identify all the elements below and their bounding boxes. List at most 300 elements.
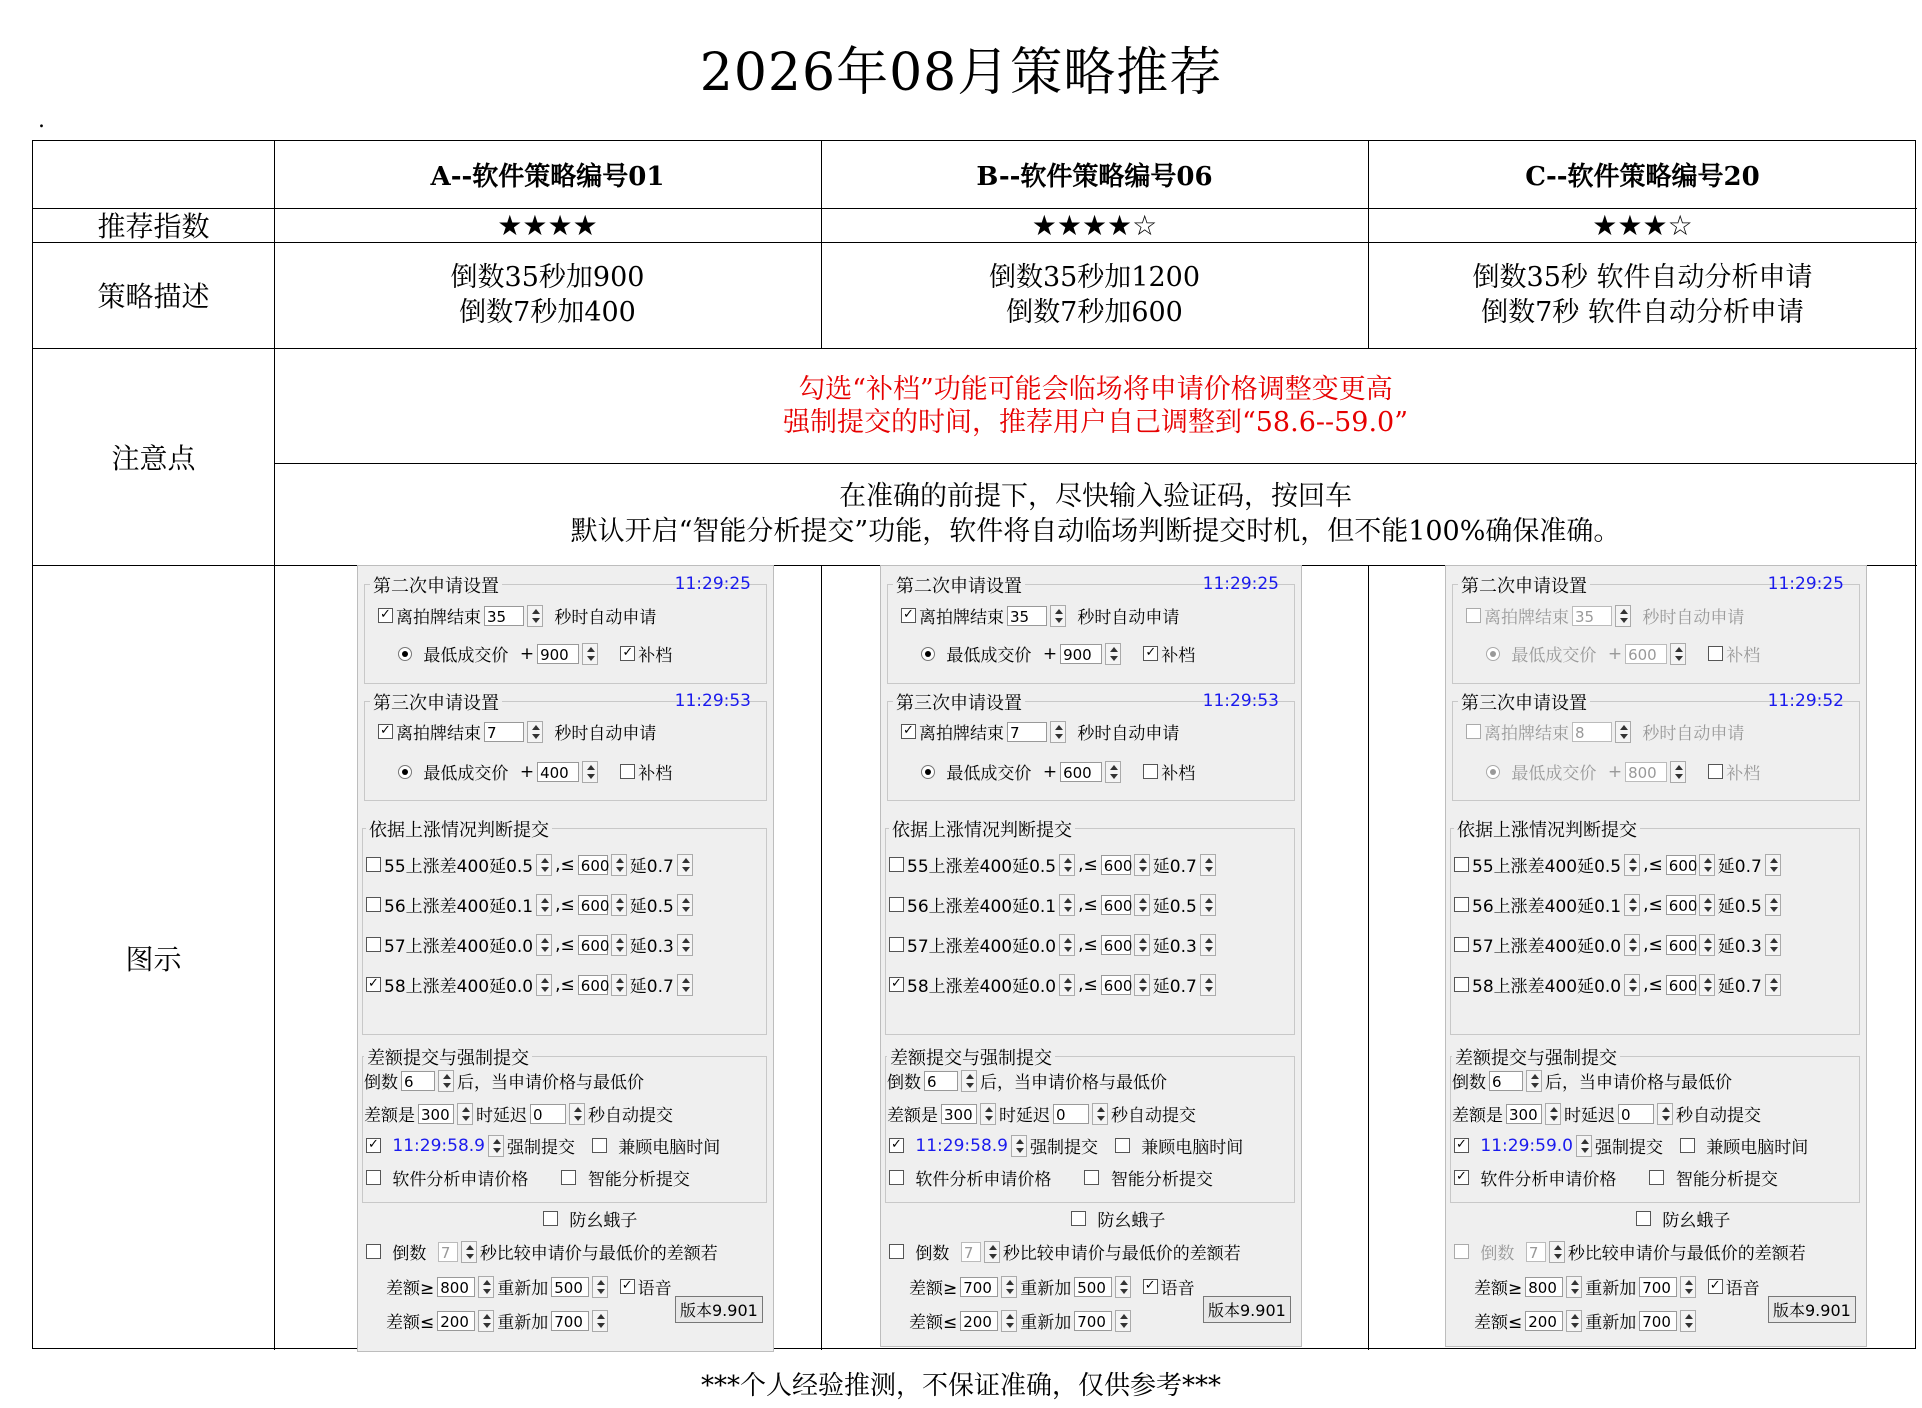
desc-a-line2: 倒数7秒加400 bbox=[459, 297, 636, 328]
diff-le-input[interactable]: 200 bbox=[960, 1311, 998, 1331]
diff-le-label: 差额≤ bbox=[386, 1313, 435, 1333]
rise-rule-checkbox[interactable] bbox=[889, 897, 904, 912]
spinner-arrows-icon[interactable] bbox=[1566, 1310, 1582, 1332]
rise-rule-checkbox[interactable] bbox=[366, 857, 381, 872]
spinner-arrows-icon[interactable] bbox=[1001, 1276, 1017, 1298]
second-buchang-checkbox[interactable] bbox=[1143, 646, 1158, 661]
third-price-input[interactable]: 600 bbox=[1060, 762, 1102, 782]
pc-time-label: 兼顾电脑时间 bbox=[1706, 1138, 1809, 1158]
diff-ge-label: 差额≥ bbox=[909, 1279, 958, 1299]
group-rise-title: 依据上涨情况判断提交 bbox=[1454, 816, 1640, 842]
rise-rule-row bbox=[1454, 892, 1781, 917]
spinner-arrows-icon[interactable] bbox=[1134, 854, 1150, 876]
spinner-arrows-icon[interactable] bbox=[1624, 894, 1640, 916]
third-end-checkbox[interactable] bbox=[901, 724, 916, 739]
spinner-arrows-icon[interactable] bbox=[1615, 721, 1631, 743]
rise-rule-row bbox=[889, 852, 1216, 877]
rise-rule-checkbox[interactable] bbox=[889, 977, 904, 992]
diff-ge-input[interactable]: 800 bbox=[1525, 1277, 1563, 1297]
software-panel-b bbox=[880, 565, 1302, 1347]
leq-symbol: ,≤ bbox=[555, 894, 575, 915]
spinner-arrows-icon[interactable] bbox=[1011, 1135, 1027, 1157]
rise-rule-label: 56上涨差400延0.1 bbox=[907, 897, 1057, 917]
rise-rule-row bbox=[366, 932, 693, 957]
end-label: 离拍牌结束 bbox=[1484, 608, 1569, 628]
pc-time-checkbox[interactable] bbox=[1680, 1138, 1695, 1153]
diff-ge-input[interactable]: 700 bbox=[960, 1277, 998, 1297]
anti-checkbox[interactable] bbox=[1636, 1211, 1651, 1226]
force-submit-checkbox[interactable] bbox=[366, 1138, 381, 1153]
rise-rule-row bbox=[889, 932, 1216, 957]
soft-price-label: 软件分析申请价格 bbox=[392, 1170, 529, 1190]
third-buchang-checkbox[interactable] bbox=[1708, 764, 1723, 779]
rise-rule-label: 55上涨差400延0.5 bbox=[1472, 857, 1622, 877]
third-buchang-checkbox[interactable] bbox=[620, 764, 635, 779]
end-label: 离拍牌结束 bbox=[919, 724, 1004, 744]
rise-rule-checkbox[interactable] bbox=[366, 897, 381, 912]
spinner-arrows-icon[interactable] bbox=[1699, 854, 1715, 876]
auto-submit-label: 秒自动提交 bbox=[1676, 1106, 1761, 1126]
auto-submit-label: 秒自动提交 bbox=[1111, 1106, 1196, 1126]
spinner-arrows-icon[interactable] bbox=[1545, 1103, 1561, 1125]
pc-time-checkbox[interactable] bbox=[592, 1138, 607, 1153]
rise-rule-checkbox[interactable] bbox=[889, 857, 904, 872]
diff-ge-add-input[interactable]: 500 bbox=[551, 1277, 589, 1297]
force-submit-checkbox[interactable] bbox=[1454, 1138, 1469, 1153]
diff-ge-input[interactable]: 800 bbox=[437, 1277, 475, 1297]
leq-symbol: ,≤ bbox=[1078, 894, 1098, 915]
countdown-label: 倒数 bbox=[392, 1244, 427, 1264]
diff-label: 差额是 bbox=[364, 1106, 415, 1126]
rise-rule-row bbox=[889, 972, 1216, 997]
force-submit-label: 强制提交 bbox=[506, 1138, 575, 1158]
rise-rule-checkbox[interactable] bbox=[366, 937, 381, 952]
buchang-label: 补档 bbox=[1726, 646, 1761, 666]
row-label-figure: 图示 bbox=[125, 942, 182, 976]
min-price-radio[interactable] bbox=[1486, 765, 1500, 779]
min-price-radio[interactable] bbox=[921, 647, 935, 661]
group-diff-force-title: 差额提交与强制提交 bbox=[1452, 1044, 1620, 1070]
spinner-arrows-icon[interactable] bbox=[527, 605, 543, 627]
spinner-arrows-icon[interactable] bbox=[611, 894, 627, 916]
compare-seconds-input[interactable]: 7 bbox=[438, 1242, 458, 1262]
software-panel-c bbox=[1445, 565, 1867, 1347]
countdown-label: 倒数 bbox=[915, 1244, 950, 1264]
spinner-arrows-icon[interactable] bbox=[1001, 1310, 1017, 1332]
smart-submit-label: 智能分析提交 bbox=[587, 1170, 690, 1190]
spinner-arrows-icon[interactable] bbox=[438, 1070, 454, 1092]
notes-warning bbox=[274, 348, 1917, 463]
spinner-arrows-icon[interactable] bbox=[1526, 1070, 1542, 1092]
second-end-checkbox[interactable] bbox=[378, 608, 393, 623]
diff-ge-add-input[interactable]: 500 bbox=[1074, 1277, 1112, 1297]
rise-rule-checkbox[interactable] bbox=[889, 937, 904, 952]
group-second-title: 第二次申请设置 bbox=[893, 572, 1025, 598]
spinner-arrows-icon[interactable] bbox=[1765, 854, 1781, 876]
spinner-arrows-icon[interactable] bbox=[536, 974, 552, 996]
spinner-arrows-icon[interactable] bbox=[1699, 974, 1715, 996]
third-buchang-checkbox[interactable] bbox=[1143, 764, 1158, 779]
spinner-arrows-icon[interactable] bbox=[677, 934, 693, 956]
second-price-input[interactable]: 900 bbox=[1060, 644, 1102, 664]
spinner-arrows-icon[interactable] bbox=[1566, 1276, 1582, 1298]
min-price-radio[interactable] bbox=[398, 765, 412, 779]
buchang-label: 补档 bbox=[1161, 646, 1196, 666]
second-buchang-checkbox[interactable] bbox=[1708, 646, 1723, 661]
pc-time-checkbox[interactable] bbox=[1115, 1138, 1130, 1153]
rise-rule-value[interactable]: 600 bbox=[1101, 855, 1131, 875]
rise-rule-delay: 延0.7 bbox=[629, 977, 674, 997]
group-rise-title: 依据上涨情况判断提交 bbox=[889, 816, 1075, 842]
spinner-arrows-icon[interactable] bbox=[677, 894, 693, 916]
compare-checkbox[interactable] bbox=[1454, 1244, 1469, 1259]
rise-rule-value[interactable]: 600 bbox=[578, 975, 608, 995]
second-seconds-input[interactable]: 35 bbox=[1007, 606, 1047, 626]
spinner-arrows-icon[interactable] bbox=[1200, 974, 1216, 996]
rise-rule-value[interactable]: 600 bbox=[1101, 975, 1131, 995]
rise-rule-delay: 延0.5 bbox=[629, 897, 674, 917]
row-label-recommend: 推荐指数 bbox=[97, 210, 210, 243]
spinner-arrows-icon[interactable] bbox=[1115, 1276, 1131, 1298]
spinner-arrows-icon[interactable] bbox=[488, 1135, 504, 1157]
third-price-input[interactable]: 800 bbox=[1625, 762, 1667, 782]
delay-input[interactable]: 0 bbox=[1618, 1104, 1654, 1124]
rise-rule-label: 58上涨差400延0.0 bbox=[907, 977, 1057, 997]
rise-rule-row bbox=[366, 972, 693, 997]
voice-label: 语音 bbox=[1160, 1279, 1195, 1299]
spinner-arrows-icon[interactable] bbox=[1059, 934, 1075, 956]
soft-price-checkbox[interactable] bbox=[366, 1170, 381, 1185]
min-price-label: 最低成交价 bbox=[946, 646, 1032, 666]
spinner-arrows-icon[interactable] bbox=[1059, 974, 1075, 996]
force-submit-label: 强制提交 bbox=[1029, 1138, 1098, 1158]
spinner-arrows-icon[interactable] bbox=[1670, 761, 1686, 783]
second-apply-time: 11:29:25 bbox=[674, 574, 751, 594]
leq-symbol: ,≤ bbox=[1078, 934, 1098, 955]
third-apply-time: 11:29:52 bbox=[1767, 691, 1844, 711]
group-third-title: 第三次申请设置 bbox=[1458, 689, 1590, 715]
desc-c-line2: 倒数7秒 软件自动分析申请 bbox=[1481, 297, 1804, 328]
rise-rule-checkbox[interactable] bbox=[1454, 977, 1469, 992]
anti-checkbox[interactable] bbox=[543, 1211, 558, 1226]
spinner-arrows-icon[interactable] bbox=[527, 721, 543, 743]
after-label: 后，当申请价格与最低价 bbox=[980, 1073, 1167, 1093]
second-price-input[interactable]: 900 bbox=[537, 644, 579, 664]
spinner-arrows-icon[interactable] bbox=[1624, 974, 1640, 996]
second-end-checkbox[interactable] bbox=[1466, 608, 1481, 623]
min-price-radio[interactable] bbox=[398, 647, 412, 661]
rise-rule-checkbox[interactable] bbox=[1454, 897, 1469, 912]
rise-rule-row bbox=[889, 892, 1216, 917]
rise-rule-delay: 延0.5 bbox=[1152, 897, 1197, 917]
smart-submit-checkbox[interactable] bbox=[561, 1170, 576, 1185]
plus-sign: + bbox=[1042, 643, 1058, 664]
compare-checkbox[interactable] bbox=[366, 1244, 381, 1259]
spinner-arrows-icon[interactable] bbox=[1680, 1310, 1696, 1332]
spinner-arrows-icon[interactable] bbox=[1134, 974, 1150, 996]
second-end-checkbox[interactable] bbox=[901, 608, 916, 623]
diff-label: 差额是 bbox=[1452, 1106, 1503, 1126]
min-price-label: 最低成交价 bbox=[1511, 646, 1597, 666]
auto-apply-label: 秒时自动申请 bbox=[1642, 724, 1745, 744]
rise-rule-value[interactable]: 600 bbox=[1666, 895, 1696, 915]
notes-warning-line2: 强制提交的时间，推荐用户自己调整到“58.6--59.0” bbox=[782, 406, 1409, 438]
group-second-title: 第二次申请设置 bbox=[370, 572, 502, 598]
after-label: 后，当申请价格与最低价 bbox=[457, 1073, 644, 1093]
diff-le-label: 差额≤ bbox=[909, 1313, 958, 1333]
auto-apply-label: 秒时自动申请 bbox=[1077, 724, 1180, 744]
desc-b-line1: 倒数35秒加1200 bbox=[988, 262, 1201, 293]
rise-rule-value[interactable]: 600 bbox=[578, 935, 608, 955]
auto-apply-label: 秒时自动申请 bbox=[1077, 608, 1180, 628]
spinner-arrows-icon[interactable] bbox=[1670, 643, 1686, 665]
spinner-arrows-icon[interactable] bbox=[1699, 894, 1715, 916]
second-seconds-input[interactable]: 35 bbox=[484, 606, 524, 626]
column-header-b: B--软件策略编号06 bbox=[976, 162, 1213, 192]
leq-symbol: ,≤ bbox=[1643, 974, 1663, 995]
group-third-apply bbox=[887, 701, 1295, 801]
readd-label: 重新加 bbox=[497, 1279, 549, 1299]
rise-rule-value[interactable]: 600 bbox=[1666, 855, 1696, 875]
pc-time-label: 兼顾电脑时间 bbox=[1141, 1138, 1244, 1158]
voice-checkbox[interactable] bbox=[1708, 1279, 1723, 1294]
spinner-arrows-icon[interactable] bbox=[961, 1070, 977, 1092]
spinner-arrows-icon[interactable] bbox=[1050, 721, 1066, 743]
spinner-arrows-icon[interactable] bbox=[611, 974, 627, 996]
footer-disclaimer: ***个人经验推测，不保证准确，仅供参考*** bbox=[700, 1371, 1221, 1401]
diff-input[interactable]: 300 bbox=[1506, 1104, 1542, 1124]
countdown-label: 倒数 bbox=[364, 1073, 398, 1093]
spinner-arrows-icon[interactable] bbox=[478, 1310, 494, 1332]
spinner-arrows-icon[interactable] bbox=[536, 894, 552, 916]
third-seconds-input[interactable]: 7 bbox=[484, 722, 524, 742]
readd-label: 重新加 bbox=[1585, 1313, 1637, 1333]
leq-symbol: ,≤ bbox=[555, 854, 575, 875]
diff-le-add-input[interactable]: 700 bbox=[1074, 1311, 1112, 1331]
spinner-arrows-icon[interactable] bbox=[1200, 934, 1216, 956]
second-seconds-input[interactable]: 35 bbox=[1572, 606, 1612, 626]
smart-submit-label: 智能分析提交 bbox=[1675, 1170, 1778, 1190]
diff-input[interactable]: 300 bbox=[941, 1104, 977, 1124]
spinner-arrows-icon[interactable] bbox=[1615, 605, 1631, 627]
anti-label: 防幺蛾子 bbox=[1097, 1211, 1166, 1231]
third-end-checkbox[interactable] bbox=[1466, 724, 1481, 739]
delay-input[interactable]: 0 bbox=[530, 1104, 566, 1124]
spinner-arrows-icon[interactable] bbox=[457, 1103, 473, 1125]
spinner-arrows-icon[interactable] bbox=[592, 1310, 608, 1332]
rise-rule-value[interactable]: 600 bbox=[1666, 935, 1696, 955]
soft-price-checkbox[interactable] bbox=[1454, 1170, 1469, 1185]
spinner-arrows-icon[interactable] bbox=[611, 854, 627, 876]
rise-rule-value[interactable]: 600 bbox=[578, 895, 608, 915]
plus-sign: + bbox=[1607, 643, 1623, 664]
diff-le-add-input[interactable]: 700 bbox=[551, 1311, 589, 1331]
row-label-desc: 策略描述 bbox=[97, 280, 210, 313]
readd-label: 重新加 bbox=[1020, 1279, 1072, 1299]
page-title: 2026年08月策略推荐 bbox=[699, 43, 1223, 103]
diff-input[interactable]: 300 bbox=[418, 1104, 454, 1124]
diff-le-input[interactable]: 200 bbox=[437, 1311, 475, 1331]
spinner-arrows-icon[interactable] bbox=[1105, 761, 1121, 783]
voice-checkbox[interactable] bbox=[1143, 1279, 1158, 1294]
spinner-arrows-icon[interactable] bbox=[1765, 894, 1781, 916]
stars-b: ★★★★☆ bbox=[1031, 208, 1158, 242]
version-button[interactable]: 版本9.901 bbox=[1203, 1296, 1291, 1323]
plus-sign: + bbox=[519, 643, 535, 664]
rise-rule-checkbox[interactable] bbox=[1454, 937, 1469, 952]
rise-rule-row bbox=[366, 892, 693, 917]
compare-seconds-input[interactable]: 7 bbox=[1526, 1242, 1546, 1262]
min-price-radio[interactable] bbox=[1486, 647, 1500, 661]
stars-a: ★★★★ bbox=[497, 208, 598, 242]
smart-submit-checkbox[interactable] bbox=[1649, 1170, 1664, 1185]
spinner-arrows-icon[interactable] bbox=[1134, 934, 1150, 956]
spinner-arrows-icon[interactable] bbox=[582, 643, 598, 665]
group-third-apply bbox=[1452, 701, 1860, 801]
rise-rule-delay: 延0.7 bbox=[1717, 977, 1762, 997]
rise-rule-checkbox[interactable] bbox=[366, 977, 381, 992]
spinner-arrows-icon[interactable] bbox=[536, 934, 552, 956]
diff-le-input[interactable]: 200 bbox=[1525, 1311, 1563, 1331]
diff-ge-add-input[interactable]: 700 bbox=[1639, 1277, 1677, 1297]
spinner-arrows-icon[interactable] bbox=[980, 1103, 996, 1125]
force-time-input: 11:29:58.9 bbox=[392, 1135, 485, 1156]
spinner-arrows-icon[interactable] bbox=[1624, 934, 1640, 956]
spinner-arrows-icon[interactable] bbox=[1576, 1135, 1592, 1157]
force-time-input: 11:29:59.0 bbox=[1480, 1135, 1573, 1156]
spinner-arrows-icon[interactable] bbox=[1699, 934, 1715, 956]
group-second-apply bbox=[1452, 584, 1860, 684]
plus-sign: + bbox=[519, 761, 535, 782]
spinner-arrows-icon[interactable] bbox=[611, 934, 627, 956]
rise-rule-delay: 延0.7 bbox=[1717, 857, 1762, 877]
countdown-input[interactable]: 6 bbox=[924, 1071, 958, 1091]
group-diff-force-title: 差额提交与强制提交 bbox=[887, 1044, 1055, 1070]
anti-label: 防幺蛾子 bbox=[1662, 1211, 1731, 1231]
countdown-input[interactable]: 6 bbox=[1489, 1071, 1523, 1091]
spinner-arrows-icon[interactable] bbox=[1765, 934, 1781, 956]
stars-c: ★★★☆ bbox=[1592, 208, 1693, 242]
third-seconds-input[interactable]: 7 bbox=[1007, 722, 1047, 742]
spinner-arrows-icon[interactable] bbox=[1200, 894, 1216, 916]
notes-tips bbox=[274, 463, 1917, 565]
spinner-arrows-icon[interactable] bbox=[1050, 605, 1066, 627]
anti-checkbox[interactable] bbox=[1071, 1211, 1086, 1226]
spinner-arrows-icon[interactable] bbox=[1092, 1103, 1108, 1125]
rise-rule-label: 55上涨差400延0.5 bbox=[907, 857, 1057, 877]
spinner-arrows-icon[interactable] bbox=[1115, 1310, 1131, 1332]
spinner-arrows-icon[interactable] bbox=[582, 761, 598, 783]
rise-rule-delay: 延0.3 bbox=[1717, 937, 1762, 957]
delay-label: 时延迟 bbox=[1564, 1106, 1615, 1126]
force-submit-checkbox[interactable] bbox=[889, 1138, 904, 1153]
rise-rule-value[interactable]: 600 bbox=[578, 855, 608, 875]
spinner-arrows-icon[interactable] bbox=[1059, 854, 1075, 876]
spinner-arrows-icon[interactable] bbox=[1059, 894, 1075, 916]
desc-b bbox=[821, 242, 1368, 348]
spinner-arrows-icon[interactable] bbox=[1134, 894, 1150, 916]
spinner-arrows-icon[interactable] bbox=[1624, 854, 1640, 876]
auto-apply-label: 秒时自动申请 bbox=[1642, 608, 1745, 628]
rise-rule-label: 56上涨差400延0.1 bbox=[384, 897, 534, 917]
rise-rule-value[interactable]: 600 bbox=[1101, 895, 1131, 915]
spinner-arrows-icon[interactable] bbox=[536, 854, 552, 876]
desc-a bbox=[274, 242, 821, 348]
countdown-label: 倒数 bbox=[1452, 1073, 1486, 1093]
column-header-a: A--软件策略编号01 bbox=[430, 162, 665, 192]
rise-rule-value[interactable]: 600 bbox=[1666, 975, 1696, 995]
rise-rule-label: 55上涨差400延0.5 bbox=[384, 857, 534, 877]
spinner-arrows-icon[interactable] bbox=[1105, 643, 1121, 665]
end-label: 离拍牌结束 bbox=[396, 724, 481, 744]
leq-symbol: ,≤ bbox=[555, 934, 575, 955]
third-price-input[interactable]: 400 bbox=[537, 762, 579, 782]
diff-ge-label: 差额≥ bbox=[1474, 1279, 1523, 1299]
auto-submit-label: 秒自动提交 bbox=[588, 1106, 673, 1126]
diff-label: 差额是 bbox=[887, 1106, 938, 1126]
spinner-arrows-icon[interactable] bbox=[677, 854, 693, 876]
buchang-label: 补档 bbox=[638, 646, 673, 666]
min-price-label: 最低成交价 bbox=[423, 764, 509, 784]
group-third-apply bbox=[364, 701, 767, 801]
compare-checkbox[interactable] bbox=[889, 1244, 904, 1259]
rise-rule-checkbox[interactable] bbox=[1454, 857, 1469, 872]
second-price-input[interactable]: 600 bbox=[1625, 644, 1667, 664]
spinner-arrows-icon[interactable] bbox=[1680, 1276, 1696, 1298]
force-submit-label: 强制提交 bbox=[1594, 1138, 1663, 1158]
min-price-radio[interactable] bbox=[921, 765, 935, 779]
group-diff-force-title: 差额提交与强制提交 bbox=[364, 1044, 532, 1070]
version-button[interactable]: 版本9.901 bbox=[675, 1296, 763, 1323]
diff-le-add-input[interactable]: 700 bbox=[1639, 1311, 1677, 1331]
spinner-arrows-icon[interactable] bbox=[478, 1276, 494, 1298]
compare-seconds-input[interactable]: 7 bbox=[961, 1242, 981, 1262]
spinner-arrows-icon[interactable] bbox=[592, 1276, 608, 1298]
spinner-arrows-icon[interactable] bbox=[677, 974, 693, 996]
rise-rule-label: 57上涨差400延0.0 bbox=[1472, 937, 1622, 957]
rise-rule-label: 58上涨差400延0.0 bbox=[1472, 977, 1622, 997]
voice-checkbox[interactable] bbox=[620, 1279, 635, 1294]
spinner-arrows-icon[interactable] bbox=[984, 1241, 1000, 1263]
rise-rule-delay: 延0.7 bbox=[629, 857, 674, 877]
soft-price-checkbox[interactable] bbox=[889, 1170, 904, 1185]
spinner-arrows-icon[interactable] bbox=[1657, 1103, 1673, 1125]
version-button[interactable]: 版本9.901 bbox=[1768, 1296, 1856, 1323]
second-buchang-checkbox[interactable] bbox=[620, 646, 635, 661]
third-seconds-input[interactable]: 8 bbox=[1572, 722, 1612, 742]
spinner-arrows-icon[interactable] bbox=[461, 1241, 477, 1263]
third-end-checkbox[interactable] bbox=[378, 724, 393, 739]
compare-label: 秒比较申请价与最低价的差额若 bbox=[479, 1244, 718, 1264]
smart-submit-checkbox[interactable] bbox=[1084, 1170, 1099, 1185]
diff-ge-label: 差额≥ bbox=[386, 1279, 435, 1299]
spinner-arrows-icon[interactable] bbox=[1549, 1241, 1565, 1263]
rise-rule-row bbox=[366, 852, 693, 877]
spinner-arrows-icon[interactable] bbox=[1200, 854, 1216, 876]
delay-input[interactable]: 0 bbox=[1053, 1104, 1089, 1124]
min-price-label: 最低成交价 bbox=[1511, 764, 1597, 784]
spinner-arrows-icon[interactable] bbox=[1765, 974, 1781, 996]
readd-label: 重新加 bbox=[1020, 1313, 1072, 1333]
delay-label: 时延迟 bbox=[999, 1106, 1050, 1126]
rise-rule-label: 57上涨差400延0.0 bbox=[384, 937, 534, 957]
desc-c bbox=[1368, 242, 1917, 348]
readd-label: 重新加 bbox=[497, 1313, 549, 1333]
rise-rule-value[interactable]: 600 bbox=[1101, 935, 1131, 955]
spinner-arrows-icon[interactable] bbox=[569, 1103, 585, 1125]
smart-submit-label: 智能分析提交 bbox=[1110, 1170, 1213, 1190]
countdown-input[interactable]: 6 bbox=[401, 1071, 435, 1091]
